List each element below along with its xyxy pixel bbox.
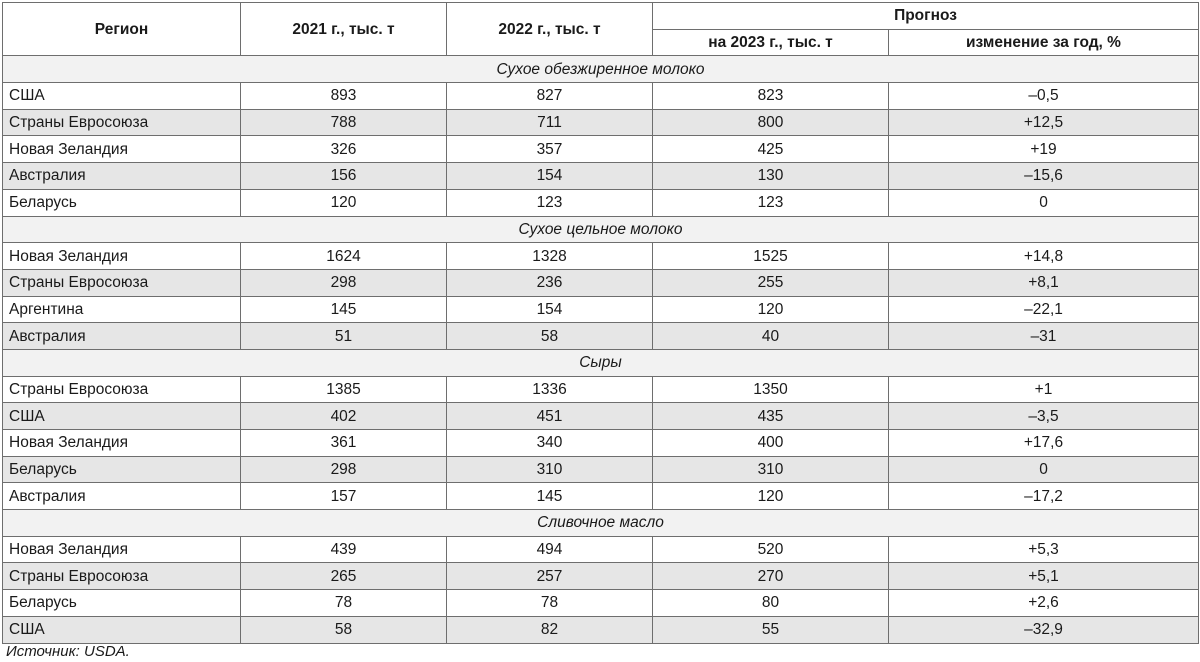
section-header-row bbox=[3, 510, 1199, 537]
cell-forecast-2023: 120 bbox=[653, 296, 889, 323]
cell-change: +17,6 bbox=[889, 430, 1199, 457]
cell-2022: 711 bbox=[447, 109, 653, 136]
cell-region: Беларусь bbox=[3, 590, 241, 617]
cell-change: +2,6 bbox=[889, 590, 1199, 617]
section-title: Сухое цельное молоко bbox=[3, 216, 1199, 243]
cell-forecast-2023: 1525 bbox=[653, 243, 889, 270]
table-row bbox=[3, 109, 1199, 136]
cell-2022: 123 bbox=[447, 189, 653, 216]
cell-2021: 51 bbox=[241, 323, 447, 350]
cell-forecast-2023: 123 bbox=[653, 189, 889, 216]
cell-change: +8,1 bbox=[889, 269, 1199, 296]
cell-2021: 58 bbox=[241, 616, 447, 643]
cell-2022: 257 bbox=[447, 563, 653, 590]
cell-2021: 402 bbox=[241, 403, 447, 430]
cell-2022: 58 bbox=[447, 323, 653, 350]
cell-change: –32,9 bbox=[889, 616, 1199, 643]
cell-2022: 827 bbox=[447, 83, 653, 110]
cell-2021: 1624 bbox=[241, 243, 447, 270]
table-row bbox=[3, 376, 1199, 403]
table-row bbox=[3, 403, 1199, 430]
cell-2021: 361 bbox=[241, 430, 447, 457]
cell-forecast-2023: 520 bbox=[653, 536, 889, 563]
cell-region: Новая Зеландия bbox=[3, 536, 241, 563]
cell-change: –31 bbox=[889, 323, 1199, 350]
cell-change: +12,5 bbox=[889, 109, 1199, 136]
cell-region: Страны Евросоюза bbox=[3, 109, 241, 136]
table-row bbox=[3, 616, 1199, 643]
cell-change: –3,5 bbox=[889, 403, 1199, 430]
cell-2021: 326 bbox=[241, 136, 447, 163]
cell-forecast-2023: 823 bbox=[653, 83, 889, 110]
table-row bbox=[3, 296, 1199, 323]
cell-region: Аргентина bbox=[3, 296, 241, 323]
table-row bbox=[3, 83, 1199, 110]
cell-forecast-2023: 55 bbox=[653, 616, 889, 643]
header-region: Регион bbox=[3, 3, 241, 56]
header-forecast: Прогноз bbox=[653, 3, 1199, 30]
cell-2022: 145 bbox=[447, 483, 653, 510]
cell-forecast-2023: 120 bbox=[653, 483, 889, 510]
cell-forecast-2023: 1350 bbox=[653, 376, 889, 403]
cell-change: 0 bbox=[889, 189, 1199, 216]
cell-region: США bbox=[3, 616, 241, 643]
cell-2022: 82 bbox=[447, 616, 653, 643]
table-row bbox=[3, 323, 1199, 350]
cell-region: Беларусь bbox=[3, 189, 241, 216]
section-title: Сыры bbox=[3, 349, 1199, 376]
cell-change: –22,1 bbox=[889, 296, 1199, 323]
section-header-row bbox=[3, 216, 1199, 243]
cell-change: +5,1 bbox=[889, 563, 1199, 590]
header-2022: 2022 г., тыс. т bbox=[447, 3, 653, 56]
cell-region: Новая Зеландия bbox=[3, 430, 241, 457]
table-row bbox=[3, 269, 1199, 296]
cell-change: +5,3 bbox=[889, 536, 1199, 563]
table-row bbox=[3, 590, 1199, 617]
cell-2022: 451 bbox=[447, 403, 653, 430]
dairy-production-table bbox=[2, 2, 1199, 644]
cell-forecast-2023: 800 bbox=[653, 109, 889, 136]
cell-forecast-2023: 80 bbox=[653, 590, 889, 617]
cell-2022: 340 bbox=[447, 430, 653, 457]
cell-region: Австралия bbox=[3, 323, 241, 350]
cell-2022: 78 bbox=[447, 590, 653, 617]
cell-2021: 1385 bbox=[241, 376, 447, 403]
table-row bbox=[3, 563, 1199, 590]
cell-forecast-2023: 255 bbox=[653, 269, 889, 296]
cell-forecast-2023: 270 bbox=[653, 563, 889, 590]
cell-2021: 265 bbox=[241, 563, 447, 590]
cell-change: –17,2 bbox=[889, 483, 1199, 510]
cell-region: Новая Зеландия bbox=[3, 136, 241, 163]
cell-2021: 145 bbox=[241, 296, 447, 323]
cell-2021: 156 bbox=[241, 163, 447, 190]
cell-2021: 298 bbox=[241, 269, 447, 296]
cell-2021: 120 bbox=[241, 189, 447, 216]
cell-change: 0 bbox=[889, 456, 1199, 483]
cell-2021: 78 bbox=[241, 590, 447, 617]
cell-region: Новая Зеландия bbox=[3, 243, 241, 270]
table-row bbox=[3, 136, 1199, 163]
cell-region: Страны Евросоюза bbox=[3, 269, 241, 296]
cell-2021: 298 bbox=[241, 456, 447, 483]
header-change: изменение за год, % bbox=[889, 29, 1199, 56]
cell-region: США bbox=[3, 83, 241, 110]
cell-2022: 236 bbox=[447, 269, 653, 296]
table-row bbox=[3, 483, 1199, 510]
cell-2022: 310 bbox=[447, 456, 653, 483]
cell-2022: 154 bbox=[447, 296, 653, 323]
cell-region: Страны Евросоюза bbox=[3, 376, 241, 403]
cell-2021: 788 bbox=[241, 109, 447, 136]
cell-region: Австралия bbox=[3, 163, 241, 190]
cell-forecast-2023: 310 bbox=[653, 456, 889, 483]
cell-region: Австралия bbox=[3, 483, 241, 510]
table-row bbox=[3, 536, 1199, 563]
table-row bbox=[3, 430, 1199, 457]
cell-forecast-2023: 425 bbox=[653, 136, 889, 163]
cell-forecast-2023: 400 bbox=[653, 430, 889, 457]
cell-region: Страны Евросоюза bbox=[3, 563, 241, 590]
section-header-row bbox=[3, 56, 1199, 83]
table-row bbox=[3, 189, 1199, 216]
cell-2022: 494 bbox=[447, 536, 653, 563]
cell-2022: 1328 bbox=[447, 243, 653, 270]
section-title: Сухое обезжиренное молоко bbox=[3, 56, 1199, 83]
cell-forecast-2023: 435 bbox=[653, 403, 889, 430]
cell-2021: 893 bbox=[241, 83, 447, 110]
cell-change: +1 bbox=[889, 376, 1199, 403]
cell-2022: 357 bbox=[447, 136, 653, 163]
section-header-row bbox=[3, 349, 1199, 376]
cell-change: +14,8 bbox=[889, 243, 1199, 270]
cell-change: –15,6 bbox=[889, 163, 1199, 190]
cell-change: +19 bbox=[889, 136, 1199, 163]
cell-region: Беларусь bbox=[3, 456, 241, 483]
table-row bbox=[3, 456, 1199, 483]
section-title: Сливочное масло bbox=[3, 510, 1199, 537]
table-row bbox=[3, 163, 1199, 190]
cell-forecast-2023: 40 bbox=[653, 323, 889, 350]
cell-2021: 439 bbox=[241, 536, 447, 563]
header-forecast-2023: на 2023 г., тыс. т bbox=[653, 29, 889, 56]
cell-change: –0,5 bbox=[889, 83, 1199, 110]
table-body bbox=[3, 56, 1199, 643]
header-2021: 2021 г., тыс. т bbox=[241, 3, 447, 56]
cell-2021: 157 bbox=[241, 483, 447, 510]
source-note: Источник: USDA. bbox=[6, 643, 130, 660]
cell-2022: 1336 bbox=[447, 376, 653, 403]
table-row bbox=[3, 243, 1199, 270]
cell-2022: 154 bbox=[447, 163, 653, 190]
cell-region: США bbox=[3, 403, 241, 430]
cell-forecast-2023: 130 bbox=[653, 163, 889, 190]
